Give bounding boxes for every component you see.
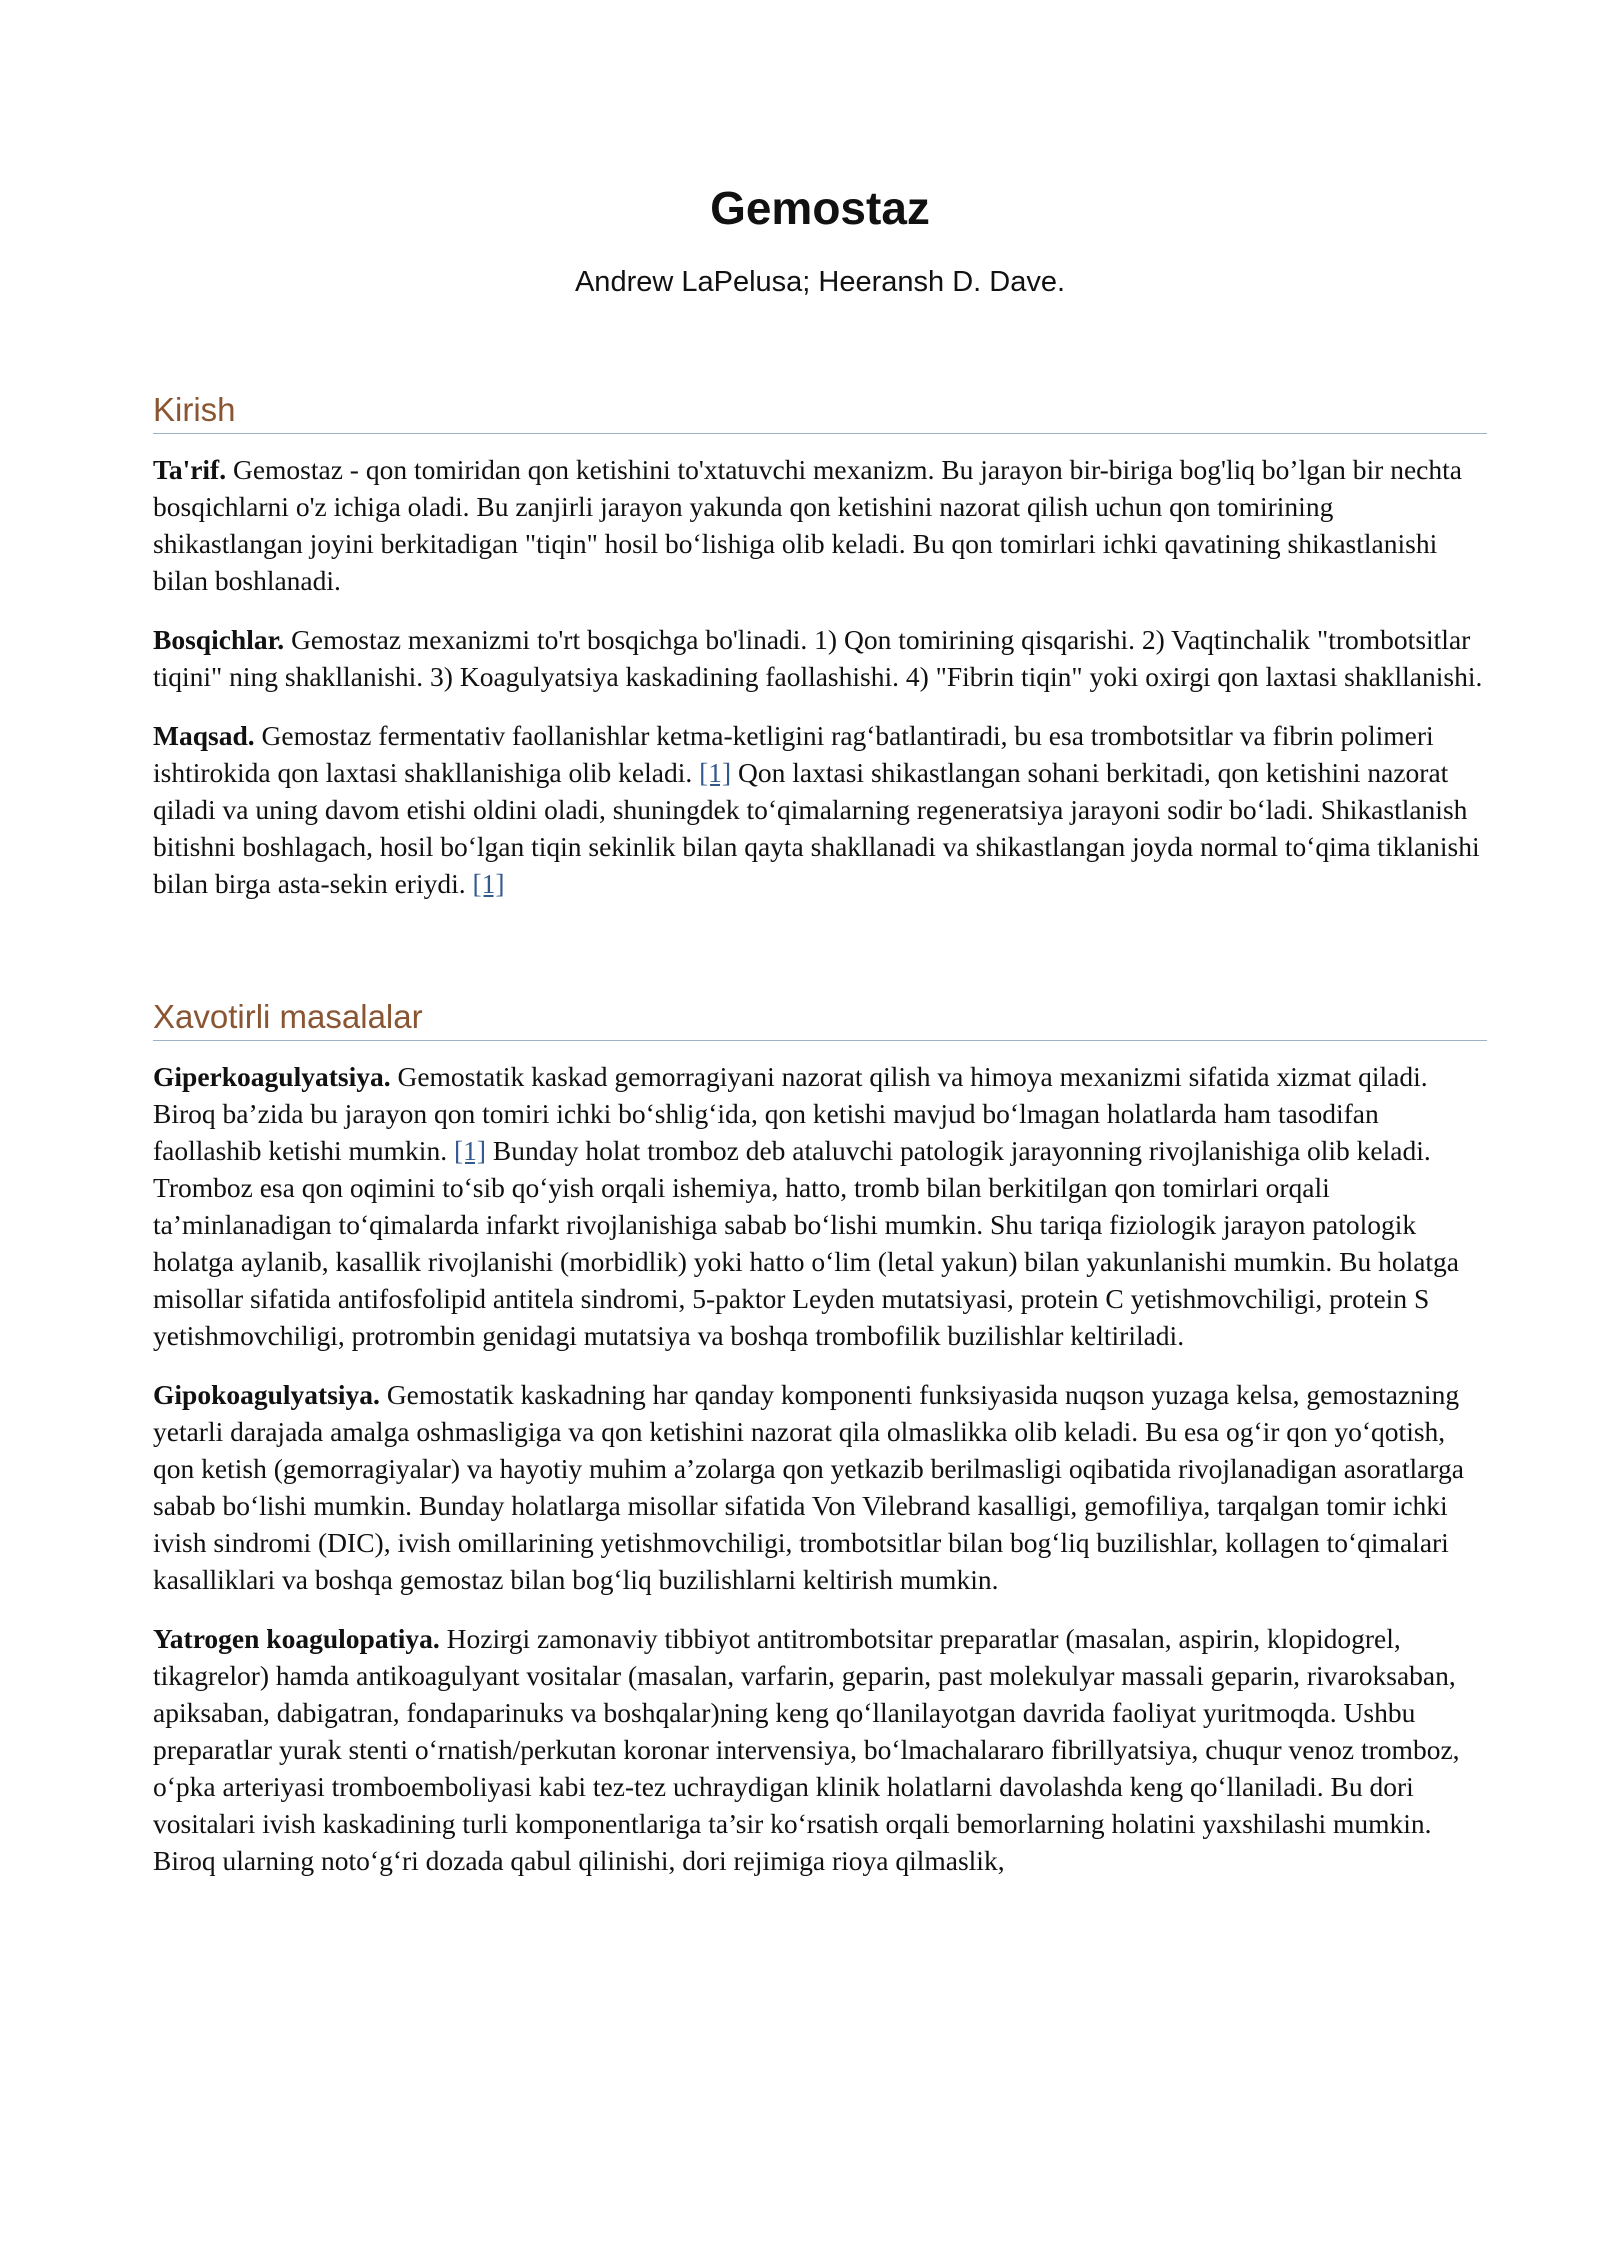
paragraph-lead: Giperkoagulyatsiya.: [153, 1061, 391, 1092]
paragraph-lead: Yatrogen koagulopatiya.: [153, 1623, 440, 1654]
paragraph-yatrogen-koagulopatiya: [153, 1620, 1487, 1879]
paragraph-maqsad: [153, 717, 1487, 902]
section-body-xavotirli-masalalar: [153, 1058, 1487, 1879]
paragraph-text: Gemostaz mexanizmi to'rt bosqichga bo'linadi. 1) Qon tomirining qisqarishi. 2) Vaqtinchalik "trombotsitlar tiqini" ning shakllanishi. 3) Koagulyatsiya kaskadining faollashishi. 4) "Fibrin tiqin" yoki oxirgi qon laxtasi shakllanishi.: [153, 624, 1483, 692]
citation-link[interactable]: [1]: [472, 868, 505, 899]
paragraph-text: Gemostaz - qon tomiridan qon ketishini to'xtatuvchi mexanizm. Bu jarayon bir-biriga bog'liq bo’lgan bir nechta bosqichlarni o'z ichiga oladi. Bu zanjirli jarayon yakunda qon ketishini nazorat qilish uchun qon tomirining shikastlangan joyini berkitadigan "tiqin" hosil bo‘lishiga olib keladi. Bu qon tomirlari ichki qavatining shikastlanishi bilan boshlanadi.: [153, 454, 1462, 596]
paragraph-bosqichlar: [153, 621, 1487, 695]
paragraph-giperkoagulyatsiya: [153, 1058, 1487, 1354]
paragraph-text: Gemostatik kaskad gemorragiyani nazorat qilish va himoya mexanizmi sifatida xizmat qiladi. Biroq ba’zida bu jarayon qon tomiri ichki bo‘shlig‘ida, qon ketishi mavjud bo‘lmagan holatlarda ham tasodifan faollashib ketishi mumkin.: [153, 1061, 1428, 1166]
paragraph-tarif: [153, 451, 1487, 599]
section-heading-xavotirli-masalalar: Xavotirli masalalar: [153, 997, 1487, 1041]
paragraph-lead: Gipokoagulyatsiya.: [153, 1379, 380, 1410]
section-body-kirish: [153, 451, 1487, 902]
section-heading-kirish: Kirish: [153, 390, 1487, 434]
document-authors: Andrew LaPelusa; Heeransh D. Dave.: [574, 266, 1066, 298]
paragraph-text: Hozirgi zamonaviy tibbiyot antitrombotsitar preparatlar (masalan, aspirin, klopidogrel, tikagrelor) hamda antikoagulyant vositalar (masalan, varfarin, geparin, past molekulyar massali geparin, rivaroksaban, apiksaban, dabigatran, fondaparinuks va boshqalar)ning keng qo‘llanilayotgan davrida faoliyat yuritmoqda. Ushbu preparatlar yurak stenti o‘rnatish/perkutan koronar intervensiya, bo‘lmachalararo fibrillyatsiya, chuqur venoz tromboz, o‘pka arteriyasi tromboemboliyasi kabi tez-tez uchraydigan klinik holatlarni davolashda keng qo‘llaniladi. Bu dori vositalari ivish kaskadining turli komponentlariga ta’sir ko‘rsatish orqali bemorlarning holatini yaxshilashi mumkin. Biroq ularning noto‘g‘ri dozada qabul qilinishi, dori rejimiga rioya qilmaslik,: [153, 1623, 1460, 1876]
citation-link[interactable]: [1]: [453, 1135, 487, 1166]
document-title: Gemostaz: [710, 182, 930, 234]
paragraph-lead: Maqsad.: [153, 720, 255, 751]
document-page: [153, 180, 1487, 1879]
paragraph-text: Gemostatik kaskadning har qanday komponenti funksiyasida nuqson yuzaga kelsa, gemostazning yetarli darajada amalga oshmasligiga va qon ketishini nazorat qila olmaslikka olib keladi. Bu esa og‘ir qon yo‘qotish, qon ketish (gemorragiyalar) va hayotiy muhim a’zolarga qon yetkazib berilmasligi oqibatida rivojlanadigan asoratlarga sabab bo‘lishi mumkin. Bunday holatlarga misollar sifatida Von Vilebrand kasalligi, gemofiliya, tarqalgan tomir ichki ivish sindromi (DIC), ivish omillarining yetishmovchiligi, trombotsitlar bilan bog‘liq buzilishlar, kollagen to‘qimalari kasalliklari va boshqa gemostaz bilan bog‘liq buzilishlarni keltirish mumkin.: [153, 1379, 1464, 1595]
paragraph-lead: Bosqichlar.: [153, 624, 285, 655]
paragraph-gipokoagulyatsiya: [153, 1376, 1487, 1598]
paragraph-lead: Ta'rif.: [153, 454, 227, 485]
paragraph-text: Gemostaz fermentativ faollanishlar ketma-ketligini rag‘batlantiradi, bu esa trombotsitlar va fibrin polimeri ishtirokida qon laxtasi shakllanishiga olib keladi.: [153, 720, 1434, 788]
paragraph-text: Bunday holat tromboz deb ataluvchi patologik jarayonning rivojlanishiga olib keladi. Tromboz esa qon oqimini to‘sib qo‘yish orqali ishemiya, hatto, tromb bilan berkitilgan qon tomirlari orqali ta’minlanadigan to‘qimalarda infarkt rivojlanishiga sabab bo‘lishi mumkin. Shu tariqa fiziologik jarayon patologik holatga aylanib, kasallik rivojlanishi (morbidlik) yoki hatto o‘lim (letal yakun) bilan yakunlanishi mumkin. Bu holatga misollar sifatida antifosfolipid antitela sindromi, 5-paktor Leyden mutatsiyasi, protein C yetishmovchiligi, protein S yetishmovchiligi, protrombin genidagi mutatsiya va boshqa trombofilik buzilishlar keltiriladi.: [153, 1135, 1460, 1351]
paragraph-text: Qon laxtasi shikastlangan sohani berkitadi, qon ketishini nazorat qiladi va uning davom etishi oldini oladi, shuningdek to‘qimalarning regeneratsiya jarayoni sodir bo‘ladi. Shikastlanish bitishni boshlagach, hosil bo‘lgan tiqin sekinlik bilan qayta shakllanadi va shikastlangan joyda normal to‘qima tiklanishi bilan birga asta-sekin eriydi.: [153, 757, 1480, 899]
citation-link[interactable]: [1]: [699, 757, 732, 788]
